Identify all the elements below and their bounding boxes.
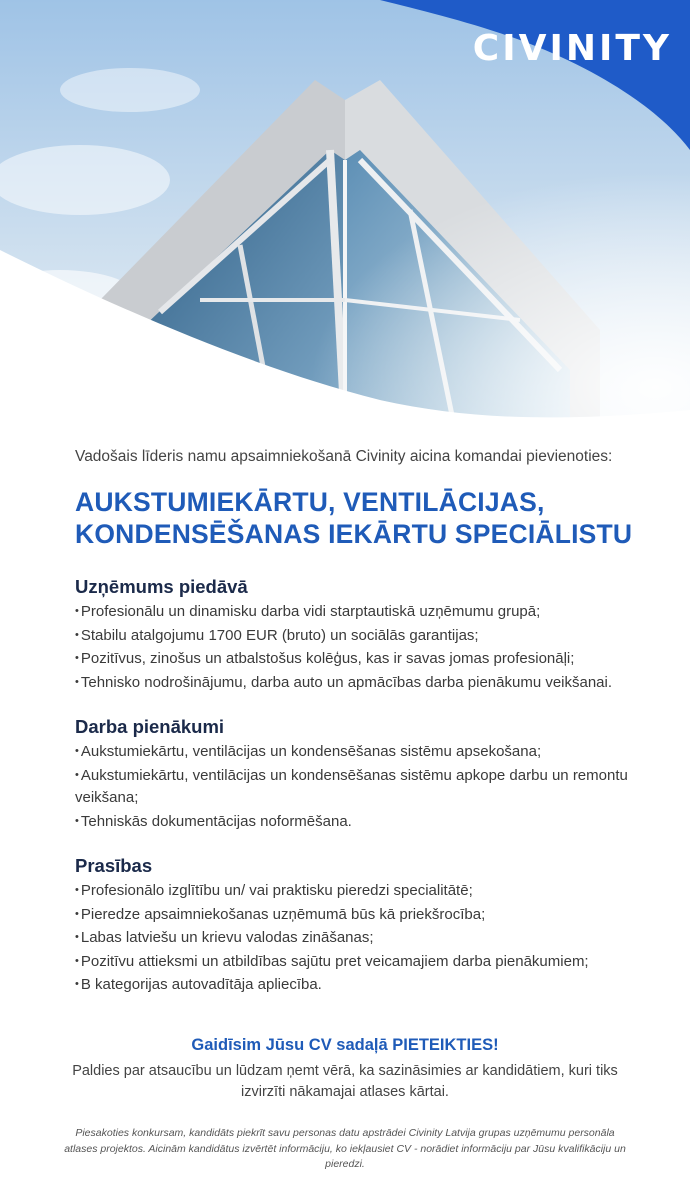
section-duties: [75, 716, 645, 833]
hero-banner: [0, 0, 690, 430]
job-title: AUKSTUMIEKĀRTU, VENTILĀCIJAS, KONDENSĒŠANAS IEKĀRTU SPECIĀLISTU: [75, 487, 633, 549]
list-item: • Tehnisko nodrošinājumu, darba auto un apmācības darba pienākumu veikšanai.: [75, 671, 645, 695]
list-item: • Pieredze apsaimniekošanas uzņēmumā būs kā priekšrocība;: [75, 903, 645, 927]
list-item: • Pozitīvu attieksmi un atbildības sajūtu pret veicamajiem darba pienākumiem;: [75, 950, 645, 974]
call-to-action: [60, 1036, 630, 1103]
list-item: • Tehniskās dokumentācijas noformēšana.: [75, 810, 645, 834]
list-item: • Pozitīvus, zinošus un atbalstošus kolēģus, kas ir savas jomas profesionāļi;: [75, 647, 645, 671]
list-item: • Profesionālu un dinamisku darba vidi starptautiskā uzņēmumu grupā;: [75, 600, 645, 624]
civinity-logo: CIVINITY: [472, 28, 672, 69]
section-heading: Darba pienākumi: [75, 716, 225, 737]
requirements-list: [75, 879, 645, 997]
list-item: • Profesionālo izglītību un/ vai praktisku pieredzi specialitātē;: [75, 879, 645, 903]
section-offer: [75, 576, 645, 694]
list-item: • Stabilu atalgojumu 1700 EUR (bruto) un sociālās garantijas;: [75, 624, 645, 648]
cta-title: Gaidīsim Jūsu CV sadaļā PIETEIKTIES!: [191, 1036, 499, 1054]
list-item: • Labas latviešu un krievu valodas zināšanas;: [75, 926, 645, 950]
cta-text: Paldies par atsaucību un lūdzam ņemt vērā, ka sazināsimies ar kandidātiem, kuri tiks izvirzīti nākamajai atlases kārtai.: [72, 1063, 618, 1100]
offer-list: [75, 600, 645, 694]
job-ad-content: [75, 448, 645, 1019]
intro-text: Vadošais līderis namu apsaimniekošanā Civinity aicina komandai pievienoties:: [75, 448, 613, 465]
duties-list: [75, 740, 645, 833]
section-heading: Uzņēmums piedāvā: [75, 576, 248, 597]
list-item: • Aukstumiekārtu, ventilācijas un kondensēšanas sistēmu apkope darbu un remontu veikšana;: [75, 764, 645, 810]
section-requirements: [75, 855, 645, 997]
privacy-footnote: Piesakoties konkursam, kandidāts piekrīt savu personas datu apstrādei Civinity Latvija grupas uzņēmumu personāla atlases projektos. Aicinām kandidātus izvērtēt informāciju, ko iekļausiet CV - norādiet informāciju par Jūsu kvalifikāciju un pieredzi.: [64, 1127, 626, 1170]
list-item: • B kategorijas autovadītāja apliecība.: [75, 973, 645, 997]
section-heading: Prasības: [75, 855, 153, 876]
list-item: • Aukstumiekārtu, ventilācijas un kondensēšanas sistēmu apsekošana;: [75, 740, 645, 764]
